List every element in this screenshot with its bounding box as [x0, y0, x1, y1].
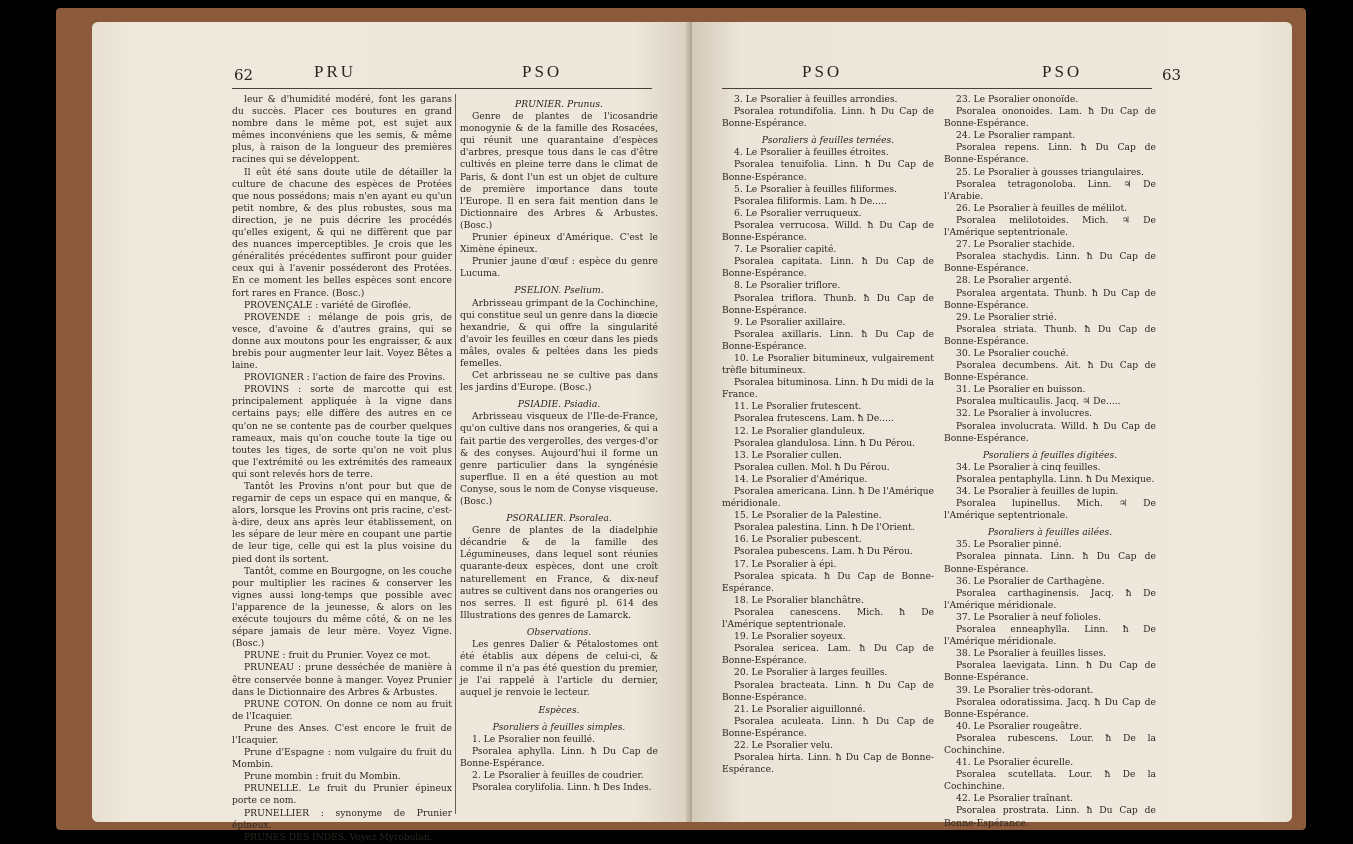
page-number-right: 63 — [1162, 66, 1182, 84]
text-line: 14. Le Psoralier d'Amérique. — [734, 473, 868, 485]
text-line: 10. Le Psoralier bitumineux, vulgairement trèfle bitumineux. — [722, 352, 934, 377]
text-line: Psoralea canescens. Mich. ħ De l'Amérique septentrionale. — [722, 606, 934, 631]
text-line: Psoraliers à feuilles digitées. — [982, 449, 1118, 461]
text-line: Arbrisseau visqueux de l'Ile-de-France, qu'on cultive dans nos orangeries, & qui a fait partie des vergerolles, des verges-d'or & des conyses. Aujourd'hui il forme un genre particulier dans la syngénésie superflue. Il en a été question au mot Conyse, sous le nom de Conyse visqueuse. (Bosc.) — [460, 411, 658, 507]
text-line: PRUNEAU : prune desséchée de manière à être conservée bonne à manger. Voyez Prunier dans le Dictionnaire des Arbres & Arbustes. — [232, 662, 452, 698]
text-line: 15. Le Psoralier de la Palestine. — [734, 510, 882, 522]
text-line: Psoralea filiformis. Lam. ħ De..... — [734, 195, 887, 207]
text-line: 16. Le Psoralier pubescent. — [734, 534, 862, 546]
text-line: Psoralea sericea. Lam. ħ Du Cap de Bonne-Espérance. — [722, 643, 934, 667]
right-page — [692, 22, 1292, 829]
text-line: 1. Le Psoralier non feuillé. — [472, 733, 596, 745]
text-line: Psoralea repens. Linn. ħ Du Cap de Bonne-Espérance. — [944, 142, 1156, 166]
text-line: 12. Le Psoralier glanduleux. — [734, 425, 866, 437]
text-line: Psoralea verrucosa. Willd. ħ Du Cap de Bonne-Espérance. — [722, 219, 934, 244]
text-line: Psoralea enneaphylla. Linn. ħ De l'Amérique méridionale. — [944, 624, 1156, 648]
text-line: 37. Le Psoralier à neuf folioles. — [956, 611, 1102, 623]
text-line: 17. Le Psoralier à épi. — [734, 558, 837, 570]
text-line: 29. Le Psoralier strié. — [956, 311, 1057, 323]
text-line: PRUNES DES INDES. Voyez Myrobolan. — [244, 831, 433, 843]
text-line: Il eût été sans doute utile de détailler la culture de chacune des espèces de Protées que nous possédons; mais n'en ayant eu qu'un petit nombre, & des plus robustes, sous ma direction, je ne puis décrire les procédés qu'elles exigent, & qui ne diffèrent que par des nuances imperceptibles. Je crois que les généralités précédentes suffiront pour guider ceux qui à l'avenir posséderont des Protées. En ce moment les belles espèces sont encore fort rares en France. (Bosc.) — [232, 166, 452, 299]
text-line: Psoralea rubescens. Lour. ħ De la Cochinchine. — [944, 732, 1156, 756]
text-line: 5. Le Psoralier à feuilles filiformes. — [734, 183, 897, 195]
text-line: PSELION. Pselium. — [514, 285, 604, 297]
running-head-right-2: PSO — [1042, 62, 1083, 81]
text-line: Psoralea triflora. Thunb. ħ Du Cap de Bonne-Espérance. — [722, 292, 934, 316]
text-line: Psoralea rotundifolia. Linn. ħ Du Cap de Bonne-Espérance. — [722, 106, 934, 130]
running-head-right: PSO — [802, 62, 843, 81]
text-line: 41. Le Psoralier écurelle. — [956, 757, 1074, 769]
text-line: Psoralea pubescens. Lam. ħ Du Pérou. — [734, 546, 913, 558]
text-line: Psoralea cullen. Mol. ħ Du Pérou. — [734, 461, 890, 473]
text-line: Les genres Dalier & Pétalostomes ont été établis aux dépens de celui-ci, & comme il n'a pas été question du premier, je l'ai rappelé à l'article du dernier, auquel je renvoie le lecteur. — [460, 639, 658, 699]
text-line: Psoralea laevigata. Linn. ħ Du Cap de Bonne-Espérance. — [944, 660, 1156, 684]
text-line: Psoralea bituminosa. Linn. ħ Du midi de la France. — [722, 377, 934, 401]
left-page — [92, 22, 692, 843]
text-line: 21. Le Psoralier aiguillonné. — [734, 703, 866, 715]
text-line: 2. Le Psoralier à feuilles de coudrier. — [472, 769, 644, 781]
text-line: PROVENDE : mélange de pois gris, de vesce, d'avoine & d'autres grains, qui se donne aux moutons pour les engraisser, & aux brebis pour augmenter leur lait. Voyez Bêtes a laine. — [232, 311, 452, 372]
text-line: Psoralea striata. Thunb. ħ Du Cap de Bonne-Espérance. — [944, 323, 1156, 347]
text-line: Psoralea multicaulis. Jacq. ♃ De..... — [956, 396, 1121, 408]
text-line: Psoralea melilotoides. Mich. ♃ De l'Amérique septentrionale. — [944, 214, 1156, 239]
text-line: PRUNELLIER : synonyme de Prunier épineux. — [232, 807, 452, 831]
text-line: Psoralea ononoides. Lam. ħ Du Cap de Bonne-Espérance. — [944, 106, 1156, 130]
text-line: Psoralea bracteata. Linn. ħ Du Cap de Bonne-Espérance. — [722, 679, 934, 703]
text-line: Psoralea stachydis. Linn. ħ Du Cap de Bonne-Espérance. — [944, 251, 1156, 275]
text-line: 8. Le Psoralier triflore. — [734, 280, 841, 292]
text-line: Psoralea aphylla. Linn. ħ Du Cap de Bonne-Espérance. — [460, 745, 658, 769]
text-line: 32. Le Psoralier à involucres. — [956, 408, 1093, 420]
text-line: Psoralea lupinellus. Mich. ♃ De l'Amérique septentrionale. — [944, 498, 1156, 522]
text-line: Prune des Anses. C'est encore le fruit de l'Icaquier. — [232, 722, 452, 746]
text-line: Psoralea decumbens. Ait. ħ Du Cap de Bonne-Espérance. — [944, 360, 1156, 384]
text-line: Psoralea frutescens. Lam. ħ De..... — [734, 413, 894, 425]
text-line: PROVIGNER : l'action de faire des Provins. — [244, 372, 446, 384]
header-rule-left — [232, 88, 652, 89]
text-line: 34. Le Psoralier à feuilles de lupin. — [956, 486, 1119, 497]
text-line: PROVINS : sorte de marcotte qui est principalement appliquée à la vigne dans certains pays; elle diffère des autres en ce qu'on ne se contente pas de courber quelques rameaux, mais qu'on couche toute la tige ou toutes les tiges, de sorte qu'on ne voit plus que l'extrémité ou les extrémités des rameaux qui sont relevés hors de terre. — [232, 384, 452, 480]
text-line: 40. Le Psoralier rougeâtre. — [956, 720, 1082, 732]
column-divider-left — [455, 94, 456, 814]
text-line: Tantôt, comme en Bourgogne, on les couche pour multiplier les racines & conserver les vignes aussi long-temps que possible avec l'apparence de la jeunesse, & alors on les exécute toujours du même côté, & on ne les sépare jamais de leur mère. Voyez Vigne. (Bosc.) — [232, 565, 452, 650]
text-line: 26. Le Psoralier à feuilles de mélilot. — [956, 202, 1128, 214]
text-line: Psoralea involucrata. Willd. ħ Du Cap de Bonne-Espérance. — [944, 420, 1156, 444]
text-line: Psoralea carthaginensis. Jacq. ħ De l'Amérique méridionale. — [944, 587, 1156, 611]
text-line: Psoralea spicata. ħ Du Cap de Bonne-Espérance. — [722, 570, 934, 594]
right-column-2 — [944, 94, 1156, 830]
text-line: Cet arbrisseau ne se cultive pas dans les jardins d'Europe. (Bosc.) — [460, 370, 658, 394]
text-line: 34. Le Psoralier à cinq feuilles. — [956, 461, 1101, 473]
text-line: PSORALIER. Psoralea. — [506, 513, 612, 525]
text-line: 3. Le Psoralier à feuilles arrondies. — [734, 94, 898, 105]
text-line: Psoralea capitata. Linn. ħ Du Cap de Bonne-Espérance. — [722, 256, 934, 280]
text-line: Observations. — [526, 626, 592, 638]
text-line: Psoralea corylifolia. Linn. ħ Des Indes. — [472, 782, 652, 794]
text-line: 11. Le Psoralier frutescent. — [734, 401, 862, 413]
text-line: 39. Le Psoralier très-odorant. — [956, 684, 1094, 696]
text-line: 38. Le Psoralier à feuilles lisses. — [956, 648, 1107, 660]
right-column-1 — [722, 94, 934, 776]
text-line: 25. Le Psoralier à gousses triangulaires. — [956, 166, 1144, 178]
text-line: Psoralea americana. Linn. ħ De l'Amérique méridionale. — [722, 486, 934, 510]
text-line: PRUNELLE. Le fruit du Prunier épineux porte ce nom. — [232, 783, 452, 807]
text-line: PRUNE COTON. On donne ce nom au fruit de l'Icaquier. — [232, 698, 452, 722]
text-line: Tantôt les Provins n'ont pour but que de regarnir de ceps un espace qui en manque, & alors, lorsque les Provins ont pris racine, c'est-à-dire, deux ans après leur établissement, on les sépare de leur mère en coupant une partie de leur tige, celle qui est la plus voisine du pied dont ils sortent. — [232, 481, 452, 565]
text-line: Psoralea aculeata. Linn. ħ Du Cap de Bonne-Espérance. — [722, 715, 934, 739]
text-line: Prunier jaune d'œuf : espèce du genre Lucuma. — [460, 256, 658, 280]
text-line: 4. Le Psoralier à feuilles étroites. — [734, 147, 889, 159]
text-line: 28. Le Psoralier argenté. — [956, 275, 1072, 287]
text-line: Prunier épineux d'Amérique. C'est le Ximène épineux. — [460, 232, 658, 256]
text-line: 13. Le Psoralier cullen. — [734, 449, 842, 461]
left-column-2 — [460, 94, 658, 794]
text-line: 6. Le Psoralier verruqueux. — [734, 207, 862, 219]
text-line: Genre de plantes de l'icosandrie monogynie & de la famille des Rosacées, qui réunit une quarantaine d'espèces d'arbres, presque tous dans le cas d'être cultivés en pleine terre dans le climat de Paris, & dont l'un est un objet de culture de première importance dans toute l'Europe. Il en sera fait mention dans le Dictionnaire des Arbres & Arbustes. (Bosc.) — [460, 111, 658, 231]
text-line: 36. Le Psoralier de Carthagène. — [956, 575, 1105, 587]
text-line: Psoralea palestina. Linn. ħ De l'Orient. — [734, 522, 915, 534]
left-column-1 — [232, 94, 452, 844]
text-line: 9. Le Psoralier axillaire. — [734, 316, 846, 328]
text-line: Psoraliers à feuilles ailées. — [987, 527, 1113, 539]
text-line: Psoralea tetragonoloba. Linn. ♃ De l'Arabie. — [944, 178, 1156, 202]
text-line: 30. Le Psoralier couché. — [956, 347, 1069, 359]
text-line: 7. Le Psoralier capité. — [734, 244, 837, 256]
text-line: Psoralea axillaris. Linn. ħ Du Cap de Bonne-Espérance. — [722, 328, 934, 352]
text-line: PSIADIE. Psiadia. — [517, 399, 601, 411]
text-line: Psoralea odoratissima. Jacq. ħ Du Cap de Bonne-Espérance. — [944, 696, 1156, 720]
text-line: 35. Le Psoralier pinné. — [956, 539, 1062, 551]
text-line: 20. Le Psoralier à larges feuilles. — [734, 667, 888, 679]
text-line: Psoralea argentata. Thunb. ħ Du Cap de Bonne-Espérance. — [944, 287, 1156, 311]
text-line: Psoralea pinnata. Linn. ħ Du Cap de Bonne-Espérance. — [944, 551, 1156, 575]
text-line: Espèces. — [538, 704, 580, 716]
text-line: Psoralea glandulosa. Linn. ħ Du Pérou. — [734, 437, 916, 449]
text-line: Prune mombin : fruit du Mombin. — [244, 771, 401, 783]
text-line: Prune d'Espagne : nom vulgaire du fruit du Mombin. — [232, 747, 452, 771]
running-head-left: PRU — [314, 62, 357, 81]
running-head-left-2: PSO — [522, 62, 563, 81]
text-line: Psoralea pentaphylla. Linn. ħ Du Mexique. — [956, 473, 1155, 485]
text-line: leur & d'humidité modéré, font les garans du succès. Placer ces boutures en grand nombre dans le même pot, est sujet aux mêmes inconvéniens que les semis, & même plus, à raison de la longueur des premières racines qui se développent. — [232, 94, 452, 166]
text-line: PRUNIER. Prunus. — [515, 99, 603, 110]
text-line: 23. Le Psoralier ononoïde. — [956, 94, 1079, 105]
text-line: 42. Le Psoralier traînant. — [956, 793, 1074, 805]
text-line: 27. Le Psoralier stachide. — [956, 239, 1075, 251]
page-number-left: 62 — [234, 66, 254, 84]
text-line: Psoralea tenuifolia. Linn. ħ Du Cap de Bonne-Espérance. — [722, 159, 934, 183]
text-line: 24. Le Psoralier rampant. — [956, 130, 1076, 142]
text-line: Genre de plantes de la diadelphie décandrie & de la famille des Légumineuses, dans lequel sont réunies quarante-deux espèces, dont une croît naturellement en France, & dix-neuf autres se cultivent dans nos orangeries ou nos serres. Il est figuré pl. 614 des Illustrations des genres de Lamarck. — [460, 525, 658, 621]
text-line: Psoraliers à feuilles ternées. — [761, 135, 895, 147]
text-line: Psoraliers à feuilles simples. — [492, 721, 626, 733]
text-line: Psoralea scutellata. Lour. ħ De la Cochinchine. — [944, 769, 1156, 793]
text-line: PROVENÇALE : variété de Giroflée. — [244, 299, 412, 311]
text-line: 22. Le Psoralier velu. — [734, 739, 834, 751]
header-rule-right — [722, 88, 1152, 89]
text-line: Arbrisseau grimpant de la Cochinchine, qui constitue seul un genre dans la diœcie hexandrie, & qui offre la singularité d'avoir les feuilles en cœur dans les pieds mâles, ovales & peltées dans les pieds femelles. — [460, 297, 658, 369]
text-line: 31. Le Psoralier en buisson. — [956, 384, 1086, 396]
text-line: PRUNE : fruit du Prunier. Voyez ce mot. — [244, 650, 431, 662]
text-line: 18. Le Psoralier blanchâtre. — [734, 594, 864, 606]
text-line: 19. Le Psoralier soyeux. — [734, 631, 846, 643]
text-line: Psoralea prostrata. Linn. ħ Du Cap de Bonne-Espérance. — [944, 805, 1156, 829]
text-line: Psoralea hirta. Linn. ħ Du Cap de Bonne-Espérance. — [722, 752, 934, 776]
